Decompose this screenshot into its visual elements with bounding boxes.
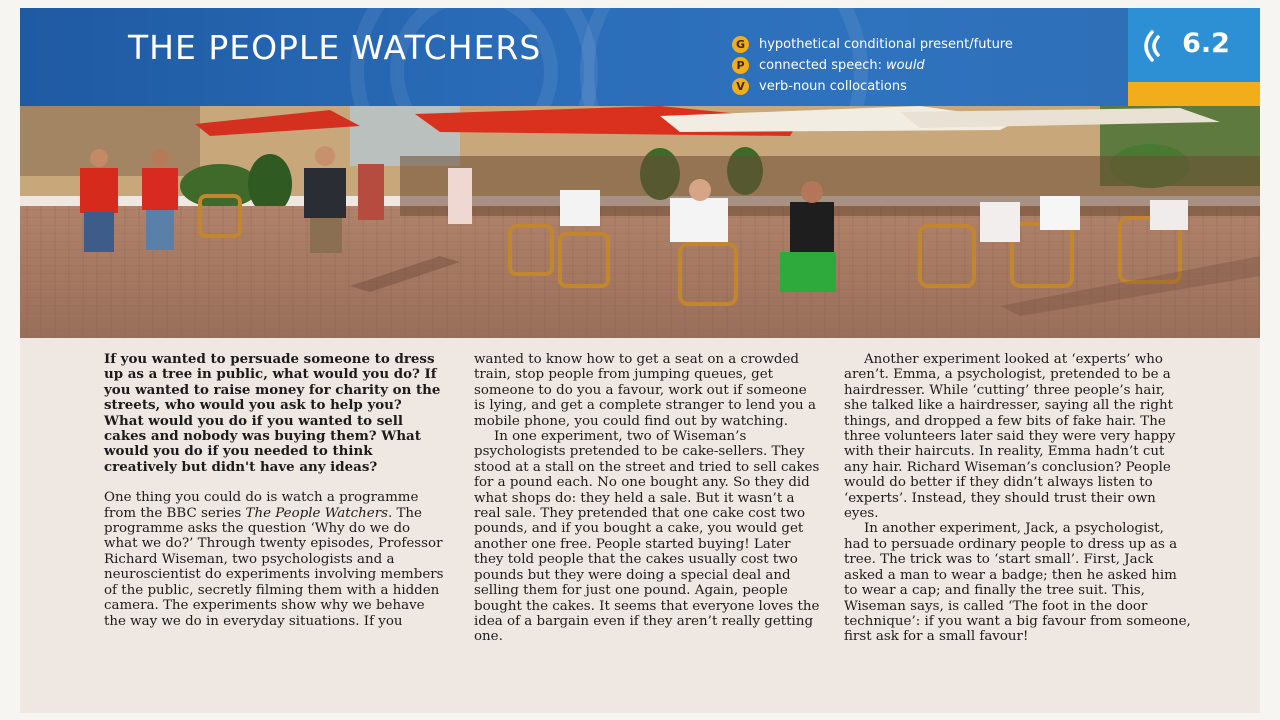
paragraph-text: . The programme asks the question ‘Why do we do what we do?’ Through twenty episodes, Professor Richard Wiseman, two psychologists and a neuroscientist do experiments involving members of the public, secretly filming them with a hidden camera. The experiments show why we behave the way we do in everyday situations. If you — [104, 505, 444, 629]
objective-vocabulary — [732, 76, 1013, 97]
unit-number-box — [1128, 8, 1260, 82]
objective-italic: would — [886, 58, 925, 73]
textbook-page — [20, 8, 1260, 713]
objective-text: verb-noun collocations — [759, 79, 907, 94]
lesson-objectives — [732, 34, 1013, 97]
vocabulary-badge: V — [732, 78, 749, 95]
article-column-2 — [474, 352, 822, 645]
series-title: The People Watchers — [245, 505, 388, 521]
objective-text: hypothetical conditional present/future — [759, 37, 1013, 52]
article-paragraph-1 — [104, 490, 444, 629]
objective-grammar — [732, 34, 1013, 55]
article-column-3 — [844, 352, 1192, 645]
pronunciation-badge: P — [732, 57, 749, 74]
paragraph-text: One thing you could do is watch a programme from the BBC series — [104, 490, 419, 521]
article-paragraph-3: Another experiment looked at ‘experts’ who aren’t. Emma, a psychologist, pretended to be a hairdresser. While ‘cutting’ three people’s hair, she talked like a hairdresser, saying all the right things, and dropped a few bits of fake hair. The three volunteers later said they were very happy with their haircuts. In reality, Emma hadn’t cut any hair. Richard Wiseman’s conclusion? People would do better if they didn’t always listen to ‘experts’. Instead, they should trust their own eyes. — [844, 352, 1176, 522]
article-paragraph-2: In one experiment, two of Wiseman’s psychologists pretended to be cake-sellers. They stood at a stall on the street and tried to sell cakes for a pound each. No one bought any. So they did what shops do: they held a sale. But it wasn’t a real sale. They pretended that one cake cost two pounds, and if you bought a cake, you would get another one free. People started buying! Later they told people that the cakes usually cost two pounds but they were doing a special deal and selling them for just one pound. Again, people bought the cakes. It seems that everyone loves the idea of a bargain even if they aren’t really getting one. — [474, 429, 820, 645]
objective-pronunciation — [732, 55, 1013, 76]
article-paragraph-4: In another experiment, Jack, a psychologist, had to persuade ordinary people to dress up as a tree. The trick was to ‘start small’. First, Jack asked a man to wear a badge; then he asked him to wear a cap; and finally the tree suit. This, Wiseman says, is called ‘The foot in the door technique’: if you want a big favour from someone, first ask for a small favour! — [844, 521, 1191, 645]
grammar-badge: G — [732, 36, 749, 53]
article-column-1 — [104, 352, 444, 629]
cafe-street-photo — [20, 106, 1260, 338]
article-intro: If you wanted to persuade someone to dress up as a tree in public, what would you do? If you wanted to raise money for charity on the streets, who would you ask to help you? What would you do if you wanted to sell cakes and nobody was buying them? What would you do if you needed to think creatively but didn't have any ideas? — [104, 351, 441, 475]
unit-accent-strip — [1128, 82, 1260, 106]
article-paragraph-1-continued: wanted to know how to get a seat on a crowded train, stop people from jumping queues, get someone to do you a favour, work out if someone is lying, and get a complete stranger to lend you a mobile phone, you could find out by watching. — [474, 352, 816, 429]
page-title: THE PEOPLE WATCHERS — [128, 28, 542, 67]
header-banner — [20, 8, 1260, 106]
objective-text: connected speech: — [759, 58, 882, 73]
unit-number: 6.2 — [1182, 28, 1230, 59]
